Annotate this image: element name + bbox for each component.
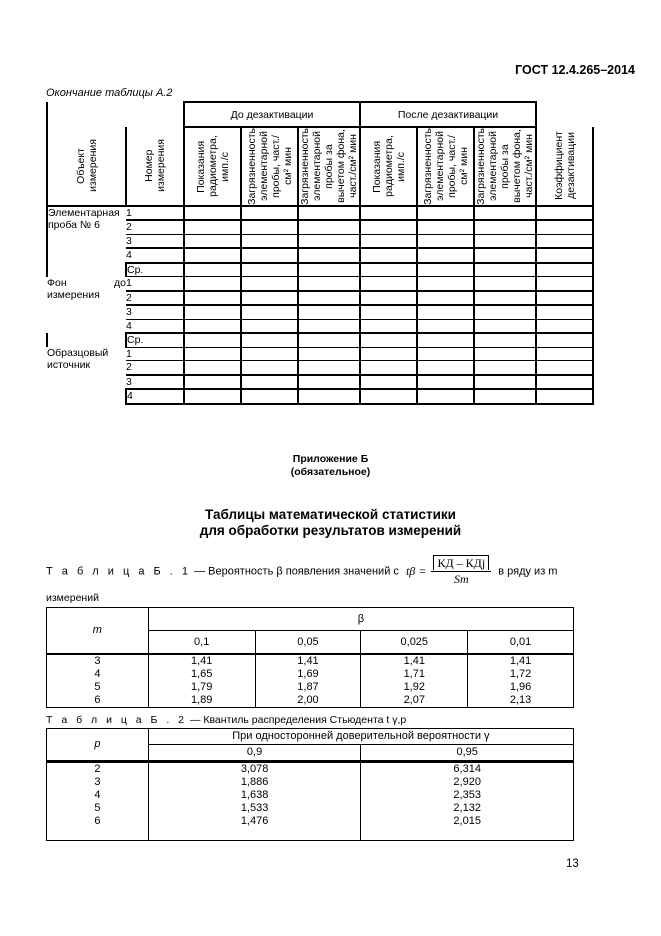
measurement-number: 4 xyxy=(126,389,184,404)
col-header: 0,025 xyxy=(361,631,468,655)
col-header: 0,1 xyxy=(148,631,255,655)
cell-m: 4 xyxy=(47,668,149,681)
cell: 1,65 xyxy=(148,668,255,681)
measurement-number: 4 xyxy=(126,319,184,333)
table-row xyxy=(47,206,593,221)
cell-m: 3 xyxy=(47,654,149,668)
cell: 2,920 xyxy=(361,776,574,789)
cell-p: 5 xyxy=(47,802,149,815)
cell: 1,71 xyxy=(361,668,468,681)
table-row xyxy=(47,234,593,248)
section-title-line2: для обработки результатов измерений xyxy=(199,523,462,538)
cell: 2,015 xyxy=(361,815,574,828)
cell: 1,41 xyxy=(361,654,468,668)
col-header-number: Номер измерения xyxy=(143,139,167,193)
measurement-number: 2 xyxy=(126,220,184,234)
table-row xyxy=(47,681,574,694)
cell-m: 6 xyxy=(47,694,149,708)
table-b1-caption-text: — Вероятность β появления значений с xyxy=(194,565,399,578)
cell: 3,078 xyxy=(148,762,361,777)
group-before-header: До дезактивации xyxy=(184,102,360,127)
col-header-radiometer-before: Показания радиометра, имп./с xyxy=(194,135,231,198)
table-row xyxy=(47,694,574,708)
col-header-object: Объект измерения xyxy=(74,139,99,193)
table-row xyxy=(47,220,593,234)
table-row xyxy=(47,263,593,277)
measurement-number: 3 xyxy=(126,234,184,248)
group-after-header: После дезактивации xyxy=(360,102,536,127)
cell: 1,41 xyxy=(148,654,255,668)
cell: 1,533 xyxy=(148,802,361,815)
col-header-net-after: Загрязненность элементарной пробы за вычетом фона, част./см² мин xyxy=(475,128,535,205)
cell: 1,41 xyxy=(255,654,361,668)
col-header-contamination-after: Загрязненность элементарной пробы, част./см² мин xyxy=(421,128,470,205)
measurement-number: 1 xyxy=(126,206,184,221)
average-label: Ср. xyxy=(126,263,184,277)
table-b2-label: Т а б л и ц а Б . 2 xyxy=(46,714,188,726)
cell: 1,69 xyxy=(255,668,361,681)
table-b1-caption-tail: в ряду из m xyxy=(498,565,558,578)
formula-lhs: tβ = xyxy=(405,564,427,578)
table-b2-caption-text: — Квантиль распределения Стьюдента t γ,p xyxy=(189,714,407,726)
table-row xyxy=(47,333,593,347)
cell-p: 4 xyxy=(47,789,149,802)
col-header-coefficient: Коэффициент дезактивации xyxy=(552,131,577,201)
appendix-title: Приложение Б xyxy=(292,453,369,465)
table-a2-caption: Окончание таблицы А.2 xyxy=(46,87,173,99)
measurement-number: 1 xyxy=(126,277,184,291)
row-header-m: m xyxy=(47,608,149,655)
table-row xyxy=(47,375,593,390)
col-header-contamination-before: Загрязненность элементарной пробы, част./см² мин xyxy=(245,128,294,205)
table-row xyxy=(47,762,574,777)
cell: 2,07 xyxy=(361,694,468,708)
col-header: 0,01 xyxy=(468,631,574,655)
cell-p: 2 xyxy=(47,762,149,777)
cell: 1,92 xyxy=(361,681,468,694)
table-row xyxy=(47,248,593,263)
formula-fraction xyxy=(431,556,491,587)
cell: 1,79 xyxy=(148,681,255,694)
row-header-p: p xyxy=(47,729,149,762)
group-header-beta: β xyxy=(148,608,573,631)
table-row xyxy=(47,789,574,802)
table-b2-caption xyxy=(46,714,406,726)
cell-p: 3 xyxy=(47,776,149,789)
section-title-line1: Таблицы математической статистики xyxy=(205,507,456,522)
cell: 2,353 xyxy=(361,789,574,802)
group-header-gamma: При односторонней доверительной вероятности γ xyxy=(148,729,573,745)
cell: 2,13 xyxy=(468,694,574,708)
page-number: 13 xyxy=(566,858,579,870)
cell: 1,476 xyxy=(148,815,361,828)
measurement-number: 3 xyxy=(126,375,184,390)
object-name: Элементарная проба № 6 xyxy=(47,206,126,263)
measurement-number: 4 xyxy=(126,248,184,263)
table-b1-label: Т а б л и ц а Б . 1 xyxy=(46,565,192,578)
standard-number: ГОСТ 12.4.265–2014 xyxy=(515,63,635,77)
col-header-radiometer-after: Показания радиометра, имп./с xyxy=(370,135,407,198)
table-row xyxy=(47,389,593,404)
cell: 1,886 xyxy=(148,776,361,789)
cell: 2,00 xyxy=(255,694,361,708)
col-header-net-before: Загрязненность элементарной пробы за вычетом фона, част./см² мин xyxy=(299,128,359,205)
measurement-number: 2 xyxy=(126,361,184,375)
cell: 1,638 xyxy=(148,789,361,802)
table-row xyxy=(47,277,593,291)
formula xyxy=(406,564,426,579)
cell: 1,96 xyxy=(468,681,574,694)
measurement-number: 1 xyxy=(126,347,184,361)
table-row xyxy=(47,319,593,333)
formula-numerator: КД – КДj xyxy=(433,555,489,570)
cell: 1,87 xyxy=(255,681,361,694)
measurement-number: 2 xyxy=(126,291,184,306)
object-name: Образцовый источник xyxy=(47,347,109,372)
table-b1-caption xyxy=(46,556,557,587)
measurement-number: 3 xyxy=(126,305,184,319)
cell: 1,72 xyxy=(468,668,574,681)
cell-m: 5 xyxy=(47,681,149,694)
table-b1 xyxy=(46,607,574,708)
table-b1-caption-cont: измерений xyxy=(46,592,99,604)
col-header: 0,9 xyxy=(148,745,361,762)
table-row xyxy=(47,305,593,319)
cell: 6,314 xyxy=(361,762,574,777)
table-row xyxy=(47,815,574,828)
cell: 1,41 xyxy=(468,654,574,668)
table-row xyxy=(47,361,593,375)
cell: 1,89 xyxy=(148,694,255,708)
table-row xyxy=(47,347,593,361)
section-title xyxy=(0,507,661,539)
col-header: 0,95 xyxy=(361,745,574,762)
table-row xyxy=(47,802,574,815)
appendix-heading xyxy=(0,453,661,479)
object-name: Фон до измерения xyxy=(47,276,126,301)
table-row xyxy=(47,291,593,306)
table-a2 xyxy=(46,101,594,405)
table-row xyxy=(47,776,574,789)
table-b2 xyxy=(46,728,574,841)
table-row xyxy=(47,668,574,681)
col-header: 0,05 xyxy=(255,631,361,655)
appendix-subtitle: (обязательное) xyxy=(290,466,371,478)
average-label: Ср. xyxy=(126,333,184,347)
table-row xyxy=(47,654,574,668)
cell-p: 6 xyxy=(47,815,149,828)
cell: 2,132 xyxy=(361,802,574,815)
formula-denominator: Sm xyxy=(453,572,469,586)
